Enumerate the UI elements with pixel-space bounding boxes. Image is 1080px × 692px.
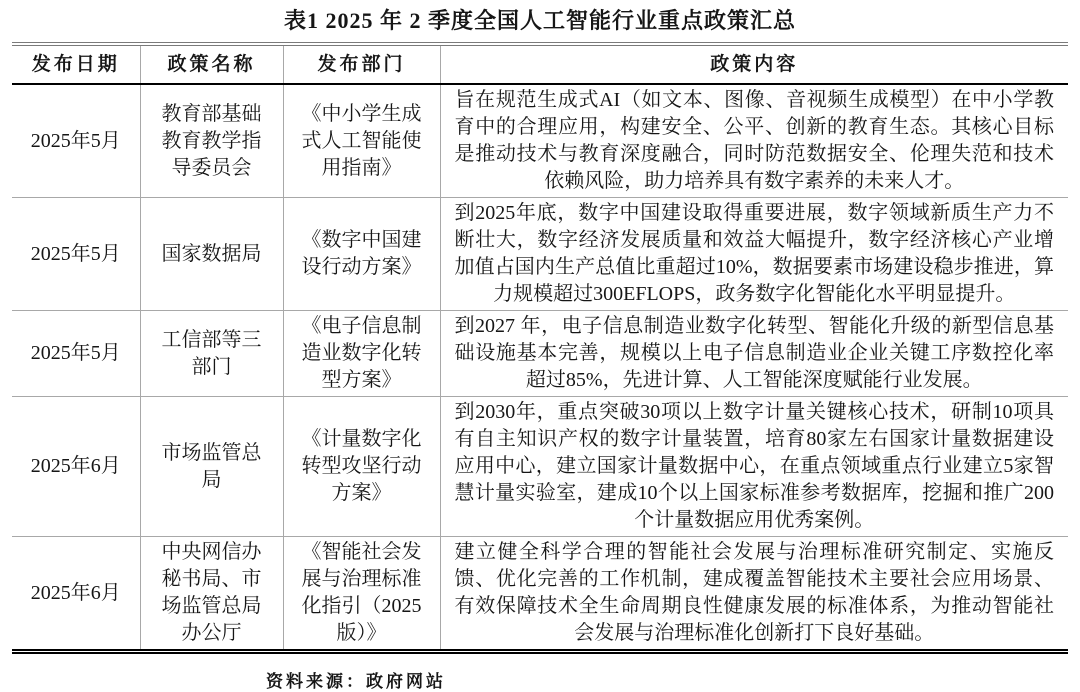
policy-table — [12, 42, 1068, 654]
table-row — [12, 198, 1068, 311]
publish-date-cell: 2025年6月 — [12, 537, 140, 652]
publish-date-cell: 2025年5月 — [12, 311, 140, 397]
publish-dept-cell: 《智能社会发展与治理标准化指引（2025版）》 — [283, 537, 440, 652]
publish-dept-cell: 《计量数字化转型攻坚行动方案》 — [283, 397, 440, 537]
policy-content-cell: 到2025年底，数字中国建设取得重要进展，数字领域新质生产力不断壮大，数字经济发展质量和效益大幅提升，数字经济核心产业增加值占国内生产总值比重超过10%，数据要素市场建设稳步推进，算力规模超过300EFLOPS，政务数字化智能化水平明显提升。 — [440, 198, 1068, 311]
publish-dept-cell: 《数字中国建设行动方案》 — [283, 198, 440, 311]
table-row — [12, 397, 1068, 537]
policy-content-cell: 建立健全科学合理的智能社会发展与治理标准研究制定、实施反馈、优化完善的工作机制，建成覆盖智能技术主要社会应用场景、有效保障技术全生命周期良性健康发展的标准体系，为推动智能社会发展与治理标准化创新打下良好基础。 — [440, 537, 1068, 652]
publish-dept-cell: 《电子信息制造业数字化转型方案》 — [283, 311, 440, 397]
publish-dept-cell: 《中小学生成式人工智能使用指南》 — [283, 84, 440, 198]
policy-content-cell: 到2027 年，电子信息制造业数字化转型、智能化升级的新型信息基础设施基本完善，规模以上电子信息制造业企业关键工序数控化率超过85%，先进计算、人工智能深度赋能行业发展。 — [440, 311, 1068, 397]
publish-date-cell: 2025年5月 — [12, 198, 140, 311]
policy-name-cell: 教育部基础教育教学指导委员会 — [140, 84, 283, 198]
policy-name-cell: 中央网信办秘书局、市场监管总局办公厅 — [140, 537, 283, 652]
page-title: 表1 2025 年 2 季度全国人工智能行业重点政策汇总 — [283, 8, 796, 33]
policy-content-cell: 到2030年，重点突破30项以上数字计量关键核心技术，研制10项具有自主知识产权的数字计量装置，培育80家左右国家计量数据建设应用中心，建立国家计量数据中心，在重点领域重点行业建立5家智慧计量实验室，建成10个以上国家标准参考数据库，挖掘和推广200个计量数据应用优秀案例。 — [440, 397, 1068, 537]
table-row — [12, 84, 1068, 198]
col-header-policy-content: 政策内容 — [440, 44, 1068, 84]
source-note: 资料来源：政府网站 — [266, 672, 446, 691]
publish-date-cell: 2025年6月 — [12, 397, 140, 537]
table-header-row — [12, 44, 1068, 84]
col-header-policy-name: 政策名称 — [140, 44, 283, 84]
policy-name-cell: 工信部等三部门 — [140, 311, 283, 397]
policy-content-cell: 旨在规范生成式AI（如文本、图像、音视频生成模型）在中小学教育中的合理应用，构建安全、公平、创新的教育生态。其核心目标是推动技术与教育深度融合，同时防范数据安全、伦理失范和技术依赖风险，助力培养具有数字素养的未来人才。 — [440, 84, 1068, 198]
col-header-publish-dept: 发布部门 — [283, 44, 440, 84]
policy-name-cell: 国家数据局 — [140, 198, 283, 311]
table-row — [12, 537, 1068, 652]
table-row — [12, 311, 1068, 397]
col-header-publish-date: 发布日期 — [12, 44, 140, 84]
publish-date-cell: 2025年5月 — [12, 84, 140, 198]
policy-name-cell: 市场监管总局 — [140, 397, 283, 537]
